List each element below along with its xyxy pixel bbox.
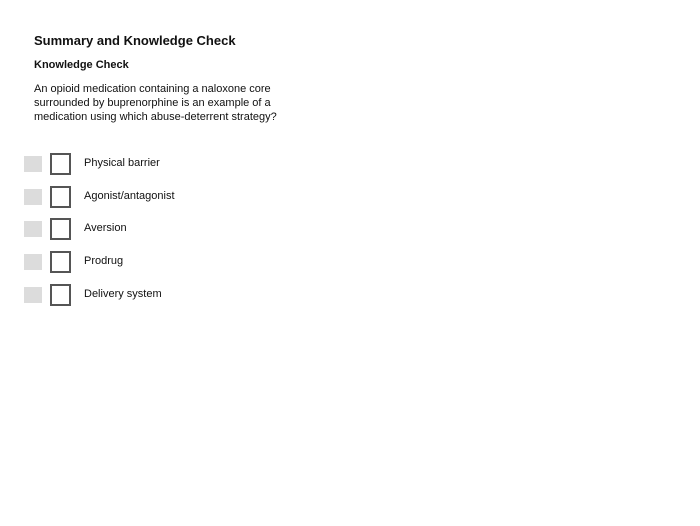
question-text: An opioid medication containing a naloxone core surrounded by buprenorphine is an example of a medication using which abuse-deterrent strategy? bbox=[34, 83, 277, 123]
option-label: Agonist/antagonist bbox=[84, 190, 175, 202]
option-label: Physical barrier bbox=[84, 157, 160, 169]
answer-options bbox=[24, 153, 324, 317]
checkbox-physical-barrier[interactable] bbox=[50, 153, 71, 175]
option-marker bbox=[24, 287, 42, 303]
option-marker bbox=[24, 189, 42, 205]
page-title: Summary and Knowledge Check bbox=[34, 33, 236, 48]
checkbox-prodrug[interactable] bbox=[50, 251, 71, 273]
option-marker bbox=[24, 254, 42, 270]
option-label: Aversion bbox=[84, 222, 127, 234]
option-delivery-system[interactable] bbox=[24, 284, 324, 306]
option-marker bbox=[24, 156, 42, 172]
option-aversion[interactable] bbox=[24, 218, 324, 240]
section-title: Knowledge Check bbox=[34, 59, 129, 71]
checkbox-agonist-antagonist[interactable] bbox=[50, 186, 71, 208]
option-agonist-antagonist[interactable] bbox=[24, 186, 324, 208]
checkbox-delivery-system[interactable] bbox=[50, 284, 71, 306]
option-label: Prodrug bbox=[84, 255, 124, 267]
option-prodrug[interactable] bbox=[24, 251, 324, 273]
option-label: Delivery system bbox=[84, 288, 162, 300]
checkbox-aversion[interactable] bbox=[50, 218, 71, 240]
option-physical-barrier[interactable] bbox=[24, 153, 324, 175]
option-marker bbox=[24, 221, 42, 237]
